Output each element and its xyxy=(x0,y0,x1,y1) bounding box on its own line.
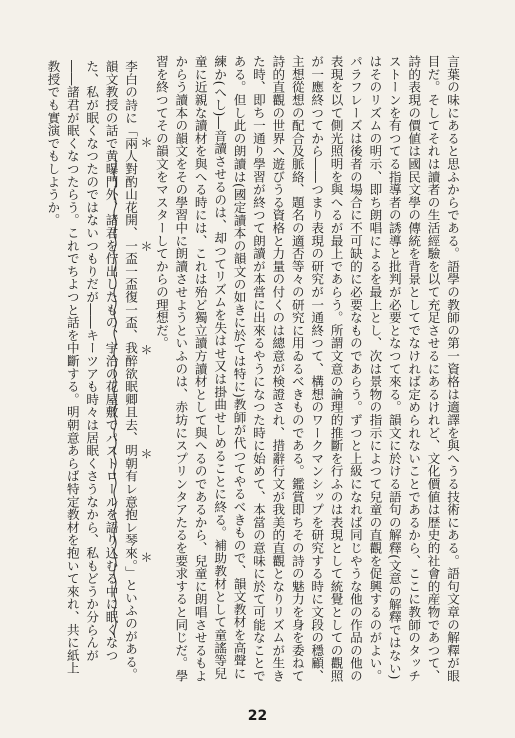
main-paragraph: 言葉の味にあると思ふからである。語學の教師の第一資格は適譯を與へうる技術にある。語句文章の解釋が眼目だ。そしてそれは讀者の生活經驗を以て充足させるにあるけれど、文化價値は歴史的社會的産物であつて、詩的表現の價値は國民文學の傳統を背景としてでなければ定められないことであるから、ここに教師のタッチストーンを有つてる指導者の誘導と批判が必要となつて來る。韻文に於ける語句の解釋(文意の解釋ではない)はそのリズムの明示、即ち朗唱によるを最上とし、次は景物の指示によつて兒童の直觀を促興するのがよい。パラフレーズは後者の場合に不可缺的に必要なものであらう。ずつと上級になれば同じやうな他の作品の他の表現を以て側光照明を與へるが最上であらう。所謂文意の論理的推斷を行ふのは表現として統覺としての觀照が一應終つてから――つまり表現の研究が一通終つて、構想のワークマンシップを研究する時に文段の穩顧、主想從想の配合及脈絡、題名の適否等々の研究に用ゐるべきものである。鑑賞即ちその詩の魅力を身を委ねて詩的直觀の世界へ遊びうる資格と力量の付くのは總意が検證され、措辭行文が我美的直觀となりリズムが生きた時、即ち一通り學習が終つて朗讀が本當に出來るやうになつた時に始めて、本當の意味に於て可能なことである。但し此の朗讀は(國定讀本の韻文の如きに於ては特に)教師が代つてやるべきもので、韻文教材を高聲に練か(へし)―音讀させるのは、却つてリズムを失はせ又は掛曲せしめることに終る。補助教材として童謠等兒童に近親な讀材を與へる時には、これは殆ど獨立讀方讀材として與へるのであるから、兒童に朗唱させるもよからう讀本の韻文をその學習中に朗讀させようといふのは、赤坊にスプリンタアたるを要求すると同じだ。學習を終つてその韻文をマスターしてからの理想だ。 xyxy=(153,55,460,683)
page-number: 22 xyxy=(247,708,268,724)
wavy-margin-line xyxy=(113,158,117,638)
section-separator: ＊ ＊ ＊ ＊ ＊ xyxy=(139,136,153,608)
closing-paragraph: 李白の詩に「兩人對酌山花開、一盃一盃復一盃、我醉欲眠卿且去、明朝有レ意抱レ琴來。」といふのがある。韻文教授の話で黄曝門外、諸君を佇出したもの、宇治の花屋敷でパストロールを語り込むる中に眠くなつた、私が眠くなつたのではないつもりだが――キーツアも時々は居眠くさうなから、私もどうか分らんが――諸君が眠くなつたらう。これでちよつと話を中斷する。明朝意あらば特定教材を抱いて來れ、共に紙上教授でも實演でもしようか。 xyxy=(45,60,138,681)
